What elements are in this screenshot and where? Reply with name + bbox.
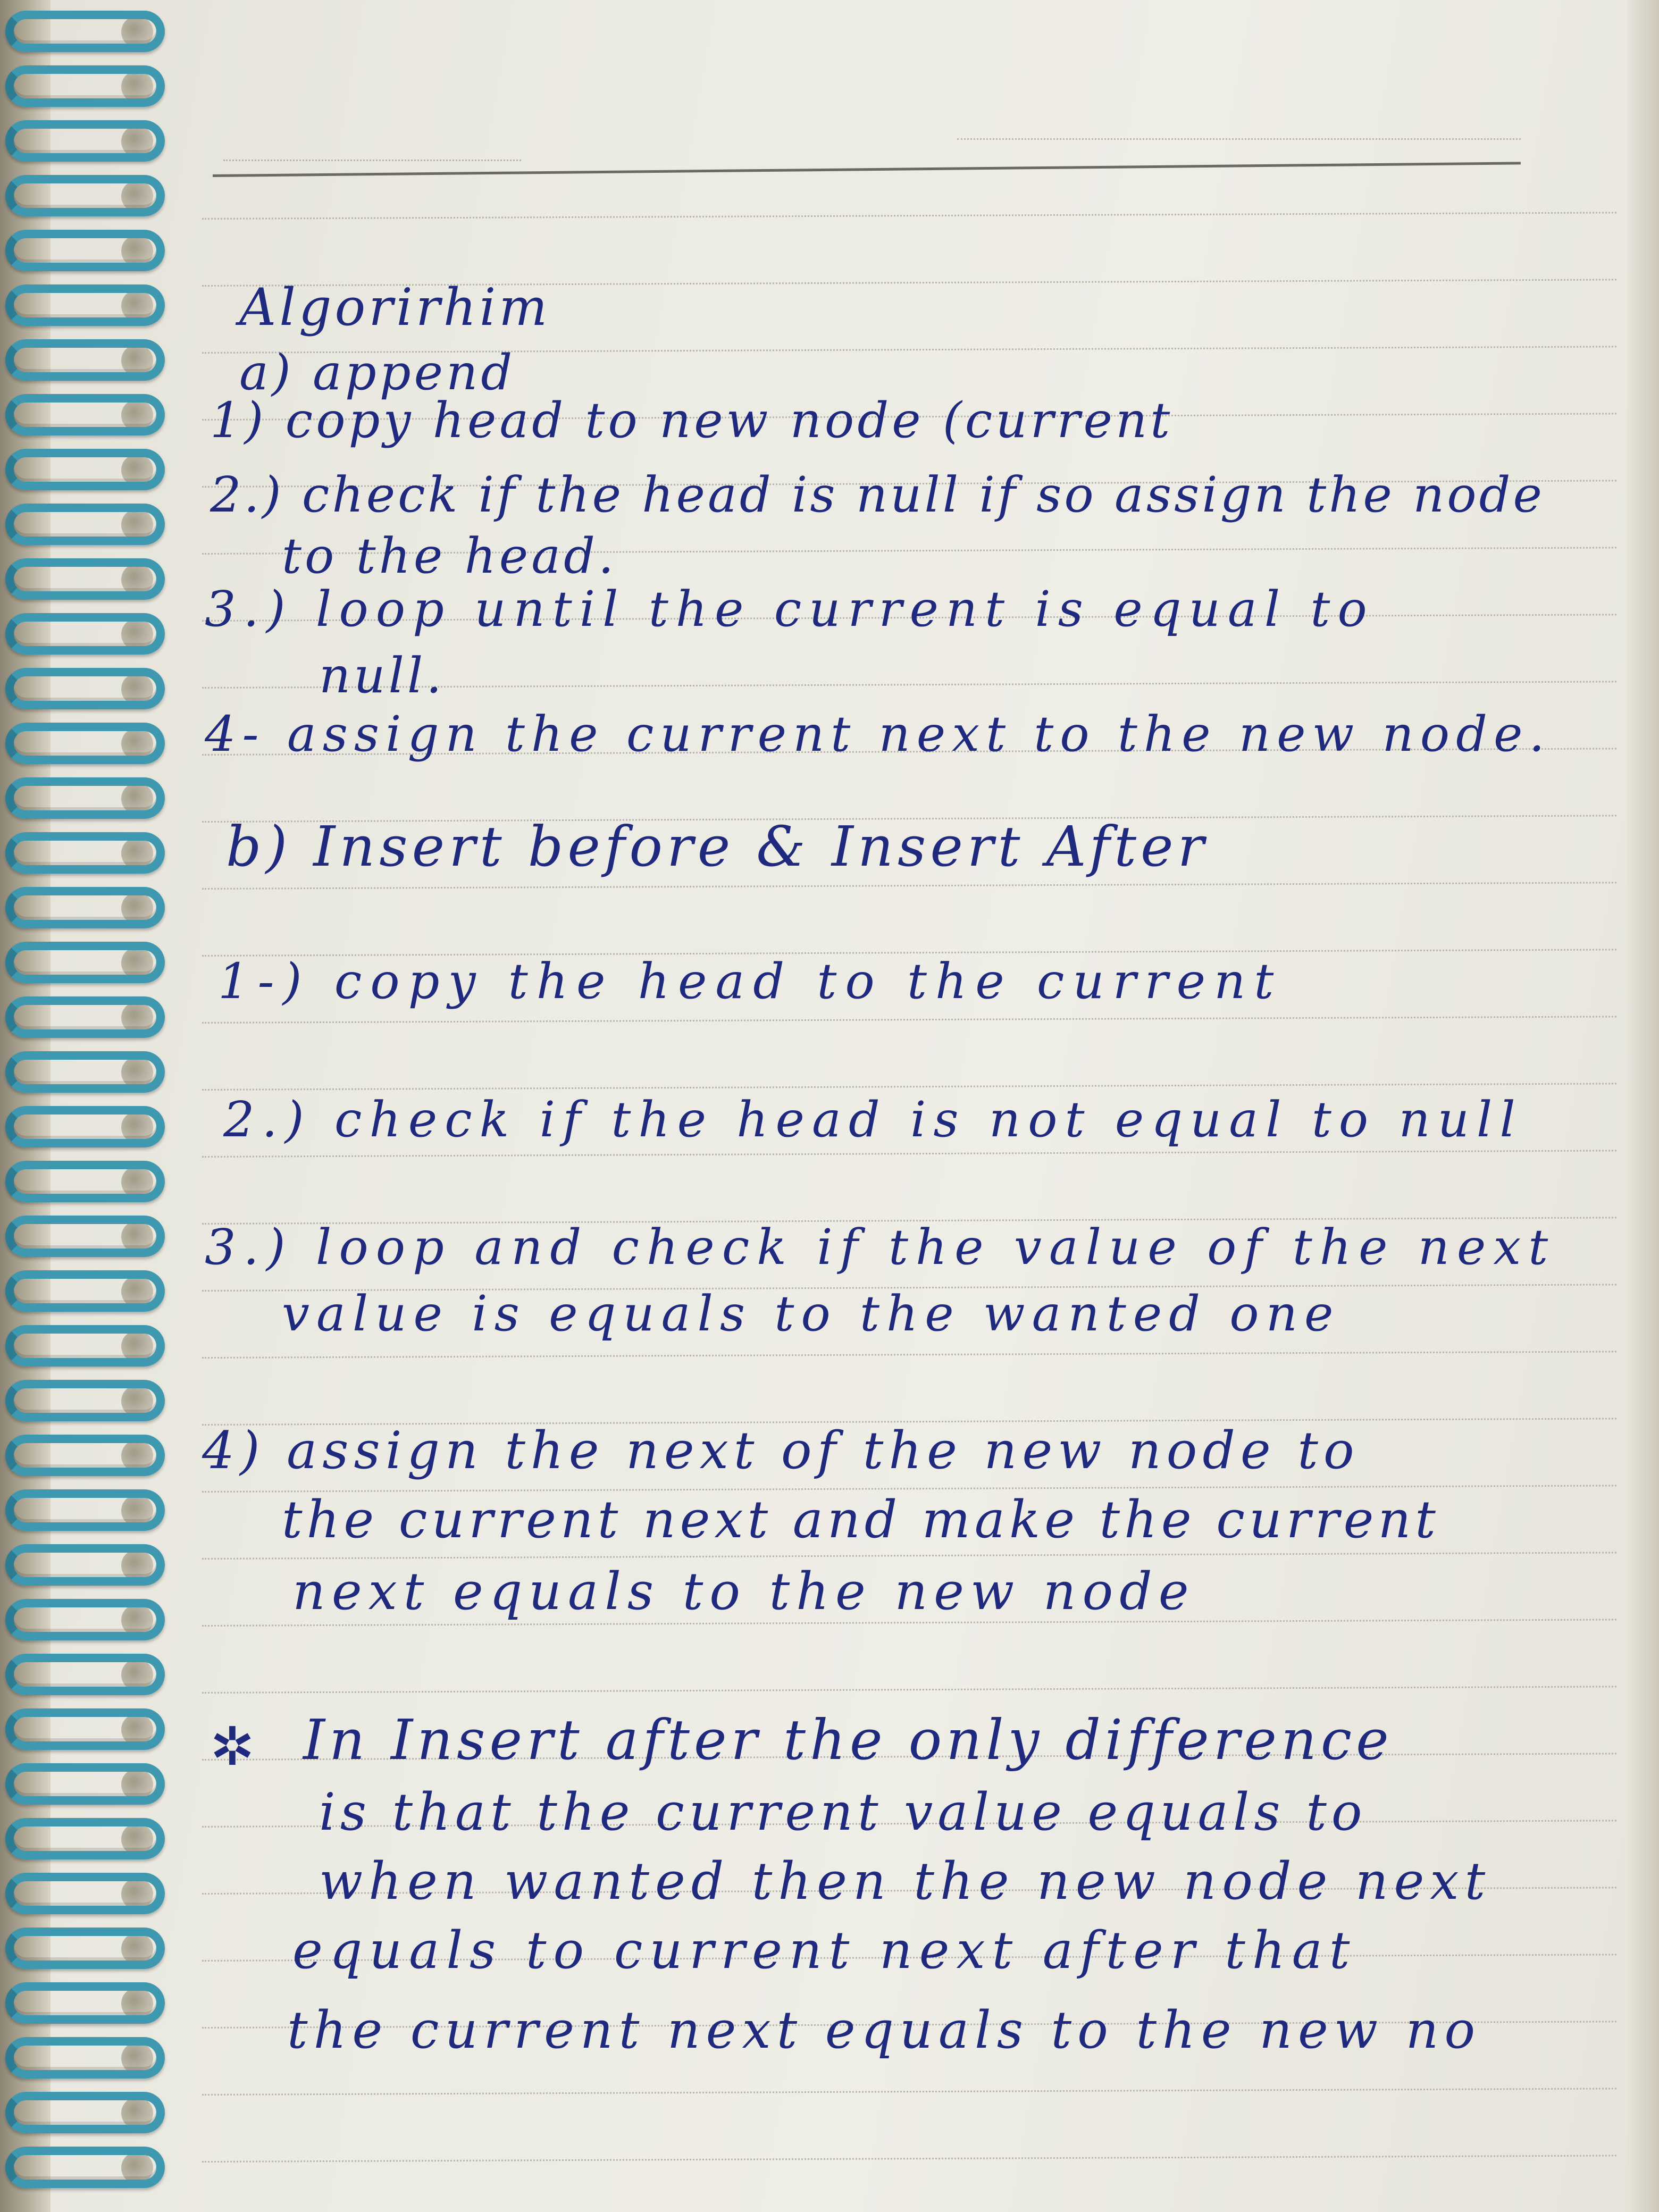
section-b-step-3-cont: value is equals to the wanted one [282, 1285, 1340, 1342]
spiral-coil [5, 1818, 165, 1859]
page-title: Algorirhim [239, 278, 551, 337]
spiral-coil [5, 1982, 165, 2024]
spiral-coil [5, 1051, 165, 1093]
ruled-line [202, 1150, 1616, 1158]
spiral-coil [5, 175, 165, 216]
section-a-step-3-cont: null. [319, 647, 445, 704]
spiral-coil [5, 504, 165, 545]
spiral-coil [5, 1928, 165, 1969]
ruled-line [202, 1686, 1616, 1694]
header-solid-rule [213, 162, 1521, 177]
section-a-heading: a) append [239, 344, 516, 401]
section-b-step-3: 3.) loop and check if the value of the next [205, 1219, 1556, 1276]
spiral-coil [5, 887, 165, 928]
spiral-coil [5, 2037, 165, 2079]
ruled-line [202, 1351, 1616, 1359]
spiral-coil [5, 449, 165, 490]
note-line-5: the current next equals to the new no [287, 2000, 1481, 2060]
spiral-coil [5, 1106, 165, 1147]
spiral-coil [5, 1873, 165, 1914]
spiral-coil [5, 1708, 165, 1750]
spiral-coil [5, 1270, 165, 1312]
spiral-coil [5, 1544, 165, 1586]
section-a-step-3: 3.) loop until the current is equal to [205, 581, 1375, 638]
header-rule-left [223, 160, 521, 161]
note-line-3: when wanted then the new node next [319, 1851, 1492, 1911]
page-stack-edge [1627, 0, 1659, 2212]
spiral-coil [5, 1599, 165, 1640]
spiral-coil [5, 1380, 165, 1421]
section-a-step-2: 2.) check if the head is null if so assign the node [210, 466, 1545, 523]
spiral-coil [5, 120, 165, 162]
section-b-step-4-cont-2: next equals to the new node [292, 1562, 1195, 1621]
note-line-1: In Insert after the only difference [303, 1707, 1393, 1772]
section-a-step-2-cont: to the head. [282, 527, 617, 584]
spiral-coil [5, 996, 165, 1038]
ruled-line [202, 1016, 1616, 1024]
spiral-coil [5, 230, 165, 271]
spiral-coil [5, 339, 165, 381]
spiral-coil [5, 1489, 165, 1531]
spiral-coil [5, 1763, 165, 1805]
spiral-coil [5, 11, 165, 52]
ruled-line [202, 2088, 1616, 2096]
spiral-coil [5, 558, 165, 600]
spiral-coil [5, 394, 165, 435]
ruled-line [202, 882, 1616, 890]
spiral-coil [5, 777, 165, 819]
ruled-line [202, 2155, 1616, 2163]
spiral-coil [5, 1325, 165, 1367]
spiral-coil [5, 2147, 165, 2188]
spiral-coil [5, 1216, 165, 1257]
section-b-step-1: 1-) copy the head to the current [218, 953, 1283, 1010]
spiral-coil [5, 942, 165, 983]
section-a-step-1: 1) copy head to new node (current [210, 392, 1174, 449]
spiral-coil [5, 1435, 165, 1476]
spiral-coil [5, 1654, 165, 1695]
spiral-coil [5, 723, 165, 764]
ruled-line [202, 212, 1616, 220]
note-line-2: is that the current value equals to [319, 1782, 1367, 1842]
spiral-coil [5, 284, 165, 326]
spiral-coil [5, 613, 165, 655]
ruled-line [202, 1552, 1616, 1560]
header-rule-right [957, 138, 1521, 140]
section-b-step-4-cont-1: the current next and make the current [282, 1490, 1440, 1549]
spiral-coil [5, 668, 165, 709]
section-a-step-4: 4- assign the current next to the new node. [205, 706, 1551, 763]
note-line-4: equals to current next after that [292, 1921, 1357, 1980]
spiral-coil [5, 832, 165, 874]
section-b-heading: b) Insert before & Insert After [226, 814, 1209, 879]
ruled-line [202, 1083, 1616, 1091]
spiral-coil [5, 1161, 165, 1202]
spiral-coil [5, 2092, 165, 2133]
section-b-step-2: 2.) check if the head is not equal to null [223, 1091, 1523, 1148]
spiral-coil [5, 65, 165, 107]
asterisk-icon: ✲ [210, 1715, 255, 1778]
section-b-step-4: 4) assign the next of the new node to [202, 1421, 1360, 1480]
